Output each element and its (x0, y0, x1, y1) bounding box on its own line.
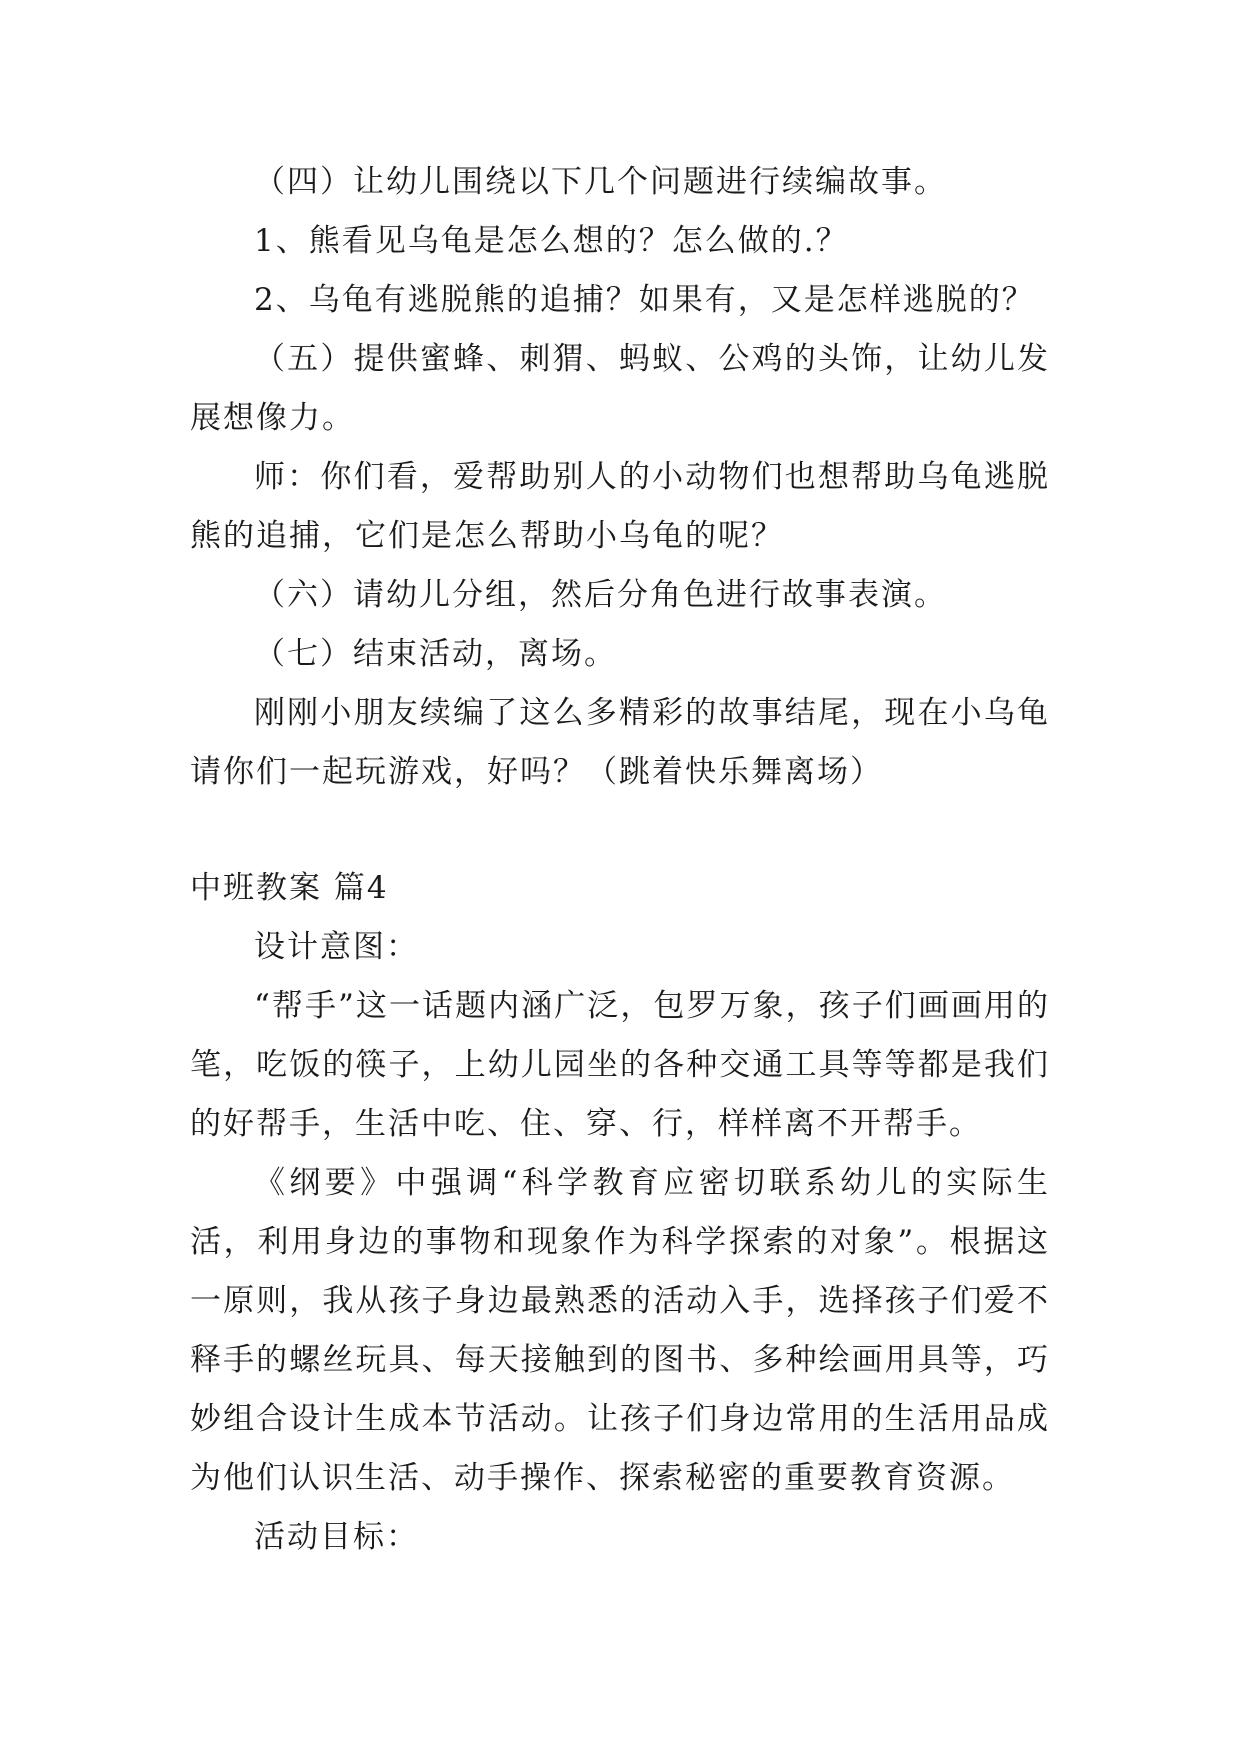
paragraph-question-one: 1、熊看见乌龟是怎么想的？怎么做的.？ (254, 223, 849, 259)
paragraph-teacher-says: 师：你们看，爱帮助别人的小动物们也想帮助乌龟逃脱熊的追捕，它们是怎么帮助小乌龟的呢？ (190, 459, 1050, 554)
paragraph-step-seven: （七）结束活动，离场。 (254, 636, 617, 672)
paragraph-activity-goals-label: 活动目标： (254, 1519, 419, 1555)
paragraph-closing: 刚刚小朋友续编了这么多精彩的故事结尾，现在小乌龟请你们一起玩游戏，好吗？（跳着快乐舞离场） (190, 695, 1050, 790)
paragraph-step-five: （五）提供蜜蜂、刺猬、蚂蚁、公鸡的头饰，让幼儿发展想像力。 (190, 341, 1050, 436)
paragraph-design-intent-label: 设计意图： (254, 929, 419, 965)
section-heading: 中班教案 篇4 (190, 870, 389, 906)
paragraph-step-six: （六）请幼儿分组，然后分角色进行故事表演。 (254, 577, 947, 613)
paragraph-step-four: （四）让幼儿围绕以下几个问题进行续编故事。 (254, 164, 947, 200)
paragraph-question-two: 2、乌龟有逃脱熊的追捕？如果有，又是怎样逃脱的？ (254, 282, 1035, 318)
paragraph-outline: 《纲要》中强调“科学教育应密切联系幼儿的实际生活，利用身边的事物和现象作为科学探索的对象”。根据这一原则，我从孩子身边最熟悉的活动入手，选择孩子们爱不释手的螺丝玩具、每天接触到的图书、多种绘画用具等，巧妙组合设计生成本节活动。让孩子们身边常用的生活用品成为他们认识生活、动手操作、探索秘密的重要教育资源。 (190, 1165, 1050, 1496)
paragraph-helper-topic: “帮手”这一话题内涵广泛，包罗万象，孩子们画画用的笔，吃饭的筷子，上幼儿园坐的各种交通工具等等都是我们的好帮手，生活中吃、住、穿、行，样样离不开帮手。 (190, 988, 1050, 1142)
